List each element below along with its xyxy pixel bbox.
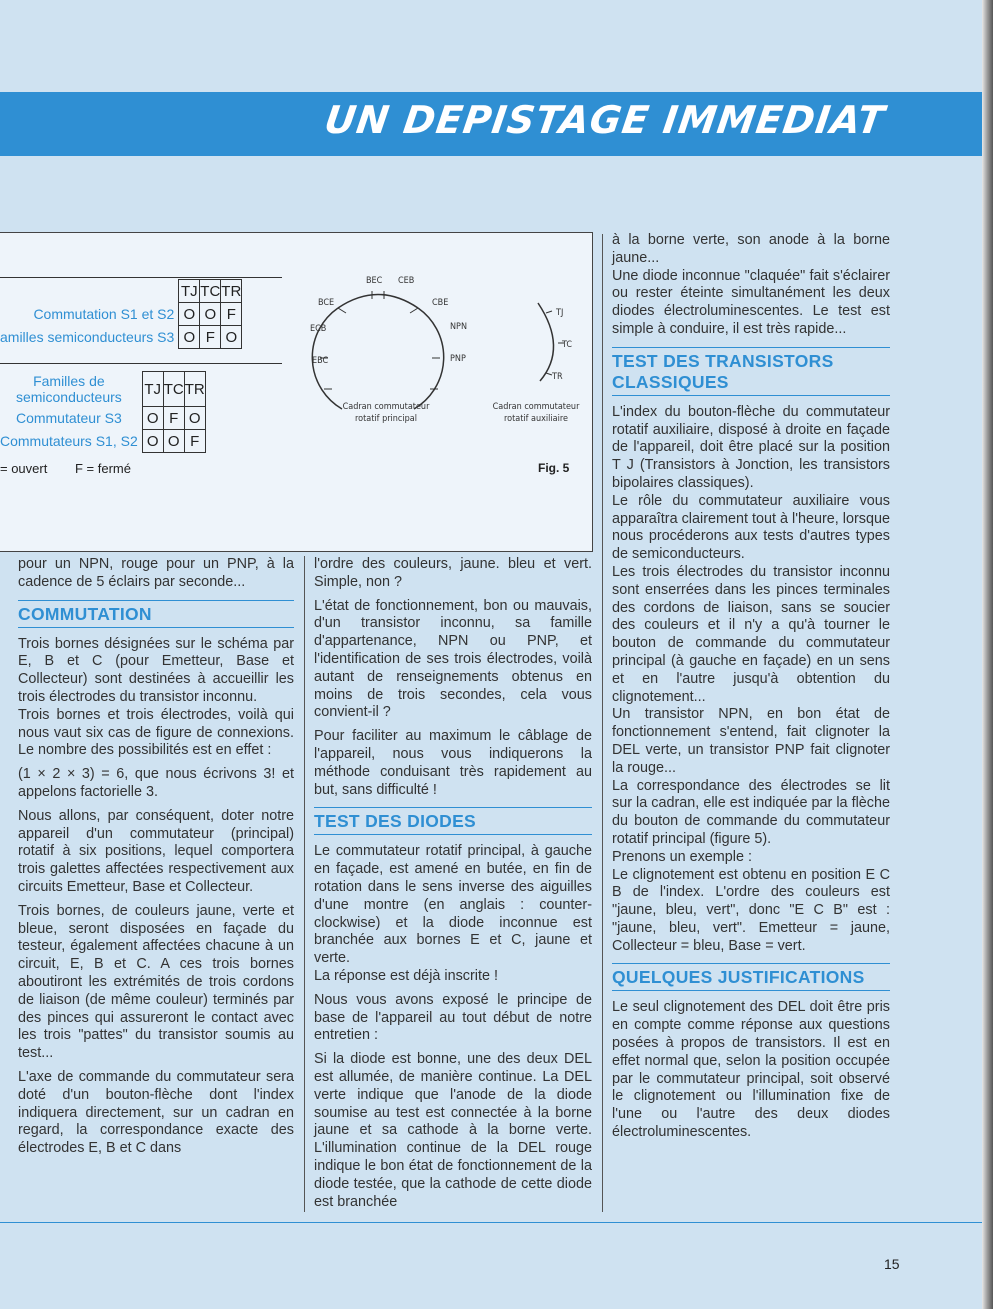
paragraph: Nous allons, par conséquent, doter notre appareil d'un commutateur (principal) rotatif à six positions, lequel comportera trois galettes affectées respectivement aux circuits Emetteur, Base et Collecteur. [18,807,294,895]
dial-label: CEB [398,276,415,286]
table-commutation [0,279,242,349]
table-cell: O [221,326,242,349]
legend-open: = ouvert [0,461,48,476]
table-cell: F [163,407,184,430]
table-cell: O [142,430,163,453]
table-rule [0,363,282,364]
column-separator [304,556,305,1212]
paragraph: pour un NPN, rouge pour un PNP, à la cadence de 5 éclairs par seconde... [18,556,294,590]
table-row-label: Commutateurs S1, S2 [0,433,138,449]
dial-caption: Cadran commutateur [342,402,430,412]
section-heading-test-transistors: TEST DES TRANSISTORS CLASSIQUES [612,347,890,396]
table-cell: O [163,430,184,453]
dial-diagram [300,263,590,463]
page-title: UN DEPISTAGE IMMEDIAT [322,98,889,142]
dial-label: EBC [312,356,329,366]
table-row [0,326,242,349]
text-column-2 [314,556,592,1217]
paragraph: Le seul clignotement des DEL doit être pris en compte comme réponse aux questions posées à propos de transistors. Il est en effet normal que, selon la position occupée par le commutateur principal, soit observé le clignotement ou l'illumination fixe de l'une ou l'autre des deux diodes électroluminescentes. [612,999,890,1141]
table-row-label: Commutateur S3 [15,410,122,426]
dial-label: TJ [556,308,564,318]
page-edge-shadow [982,0,993,1309]
paragraph: Trois bornes désignées sur le schéma par E, B et C (pour Emetteur, Base et Collecteur) sont destinées à accueillir les trois électrodes du transistor inconnu. [18,635,294,705]
dial-caption: rotatif auxiliaire [503,414,569,424]
paragraph: à la borne verte, son anode à la borne jaune... [612,232,890,266]
table-header-cell: TR [221,280,242,303]
table-row-label: Commutation S1 et S2 [33,306,175,322]
paragraph: L'index du bouton-flèche du commutateur rotatif auxiliaire, disposé à droite en façade de l'appareil, doit être placé sur la position T J (Transistors à Jonction, les transistors bipolaires classiques). [612,403,890,491]
table-header-cell: TJ [179,280,200,303]
table-header-label: Familles de [33,373,105,389]
dial-label: BEC [366,276,383,286]
paragraph: l'ordre des couleurs, jaune. bleu et vert. Simple, non ? [314,556,592,590]
paragraph: Une diode inconnue "claquée" fait s'éclairer ou rester éteinte simultanément les deux diodes électroluminescentes. Le test est simple à conduire, il est très rapide... [612,267,890,337]
paragraph: L'état de fonctionnement, bon ou mauvais, d'un transistor inconnu, sa famille d'appartenance, NPN ou PNP, et l'identification de ses trois électrodes, voilà autant de renseignements obtenus en moins de trois secondes, cela vous convient-il ? [314,597,592,721]
paragraph: (1 × 2 × 3) = 6, que nous écrivons 3! et appelons factorielle 3. [18,766,294,800]
column-separator [602,234,603,1212]
dial-label: ECB [310,324,327,334]
dial-arc-top [338,295,418,309]
paragraph: Prenons un exemple : [612,848,752,865]
table-cell: O [184,407,205,430]
section-heading-commutation: COMMUTATION [18,600,294,628]
table-header-cell: TJ [142,372,163,407]
table-cell: O [142,407,163,430]
table-legend [0,461,155,476]
table-familles [0,371,206,453]
table-row [0,407,205,430]
paragraph: Nous vous avons exposé le principe de base de l'appareil au tout début de notre entretien : [314,991,592,1044]
table-cell: O [200,303,221,326]
dial-label: TR [552,372,563,382]
paragraph: Les trois électrodes du transistor inconnu sont enserrées dans les pinces terminales des cordons de liaison, sans se soucier des couleurs et il n'y a qu'à tourner le bouton de commande du commutateur principal (à gauche en façade) en un sens et en l'autre jusqu'à obtention du clignotement... [612,563,890,705]
table-cell: O [179,303,200,326]
title-banner [0,92,985,156]
paragraph: La réponse est déjà inscrite ! [314,967,498,984]
table-cell: F [221,303,242,326]
dial-label: CBE [432,298,449,308]
figure-box [0,232,593,552]
dial-caption: Cadran commutateur [492,402,580,412]
paragraph: Un transistor NPN, en bon état de fonctionnement s'entend, fait clignoter la DEL verte, un transistor PNP fait clignoter la rouge... [612,706,890,776]
paragraph: La correspondance des électrodes se lit sur la cadran, elle est indiquée par la flèche du bouton de commande du commutateur rotatif principal (figure 5). [612,777,890,847]
footer-rule [0,1222,982,1223]
table-rule [0,277,282,278]
paragraph: Le rôle du commutateur auxiliaire vous apparaîtra clairement tout à l'heure, lorsque nous procéderons aux tests d'autres types de semiconducteurs. [612,492,890,563]
text-column-3 [612,232,890,1148]
aux-dial-arc [538,303,554,381]
paragraph: Pour faciliter au maximum le câblage de l'appareil, nous vous indiquerons la méthode conduisant très rapidement au but, sans difficulté ! [314,728,592,798]
table-cell: F [184,430,205,453]
table-header-label: semiconducteurs [15,389,122,405]
table-cell: O [179,326,200,349]
section-heading-test-diodes: TEST DES DIODES [314,807,592,835]
dial-label: TC [562,340,573,350]
table-header-cell: TC [200,280,221,303]
paragraph: Le commutateur rotatif principal, à gauche en façade, est amené en butée, en fin de rotation dans le sens inverse des aiguilles d'une montre (en anglais : counter-clockwise) et la diode inconnue est branchée aux bornes E et C, jaune et verte. [314,843,592,967]
section-heading-justifications: QUELQUES JUSTIFICATIONS [612,963,890,991]
dial-caption: rotatif principal [355,414,417,424]
paragraph: Si la diode est bonne, une des deux DEL est allumée, de manière continue. La DEL verte indique que l'anode de la diode soumise au test est connectée à la borne jaune et sa cathode à la borne verte. L'illumination continue de la DEL rouge indique le bon état de fonctionnement de la diode testée, que la cathode de cette diode est branchée [314,1051,592,1210]
paragraph: Le clignotement est obtenu en position E C B de l'index. L'ordre des couleurs est "jaune, bleu, vert", donc "E C B" est : "jaune, bleu, vert". Emetteur = jaune, Collecteur = bleu, Base = vert. [612,866,890,954]
table-header-cell: TR [184,372,205,407]
table-row [0,303,242,326]
paragraph: L'axe de commande du commutateur sera doté d'un bouton-flèche dont l'index indiquera directement, sur un cadran en regard, la correspondance exacte des électrodes E, B et C dans [18,1068,294,1157]
page-number: 15 [884,1256,900,1272]
text-column-1 [18,556,294,1164]
legend-closed: F = fermé [74,461,131,476]
paragraph: Trois bornes, de couleurs jaune, verte et bleue, seront disposées en façade du testeur, également affectées chacune à un circuit, E, B et C. A ces trois bornes aboutiront les extrémités de trois cordons de liaison (de même couleur) terminés par des pinces qui assureront le contact avec les trois "pattes" du transistor soumis au test... [18,902,294,1062]
table-header-cell: TC [163,372,184,407]
dial-label: NPN [450,322,467,332]
table-row-label: amilles semiconducteurs S3 [0,329,175,345]
dial-label: BCE [318,298,335,308]
figure-label: Fig. 5 [538,461,570,475]
table-cell: F [200,326,221,349]
paragraph: Trois bornes et trois électrodes, voilà qui nous vaut six cas de figure de connexions. Le nombre des possibilités est en effet : [18,706,294,759]
table-row [0,430,205,453]
dial-label: PNP [450,354,466,364]
